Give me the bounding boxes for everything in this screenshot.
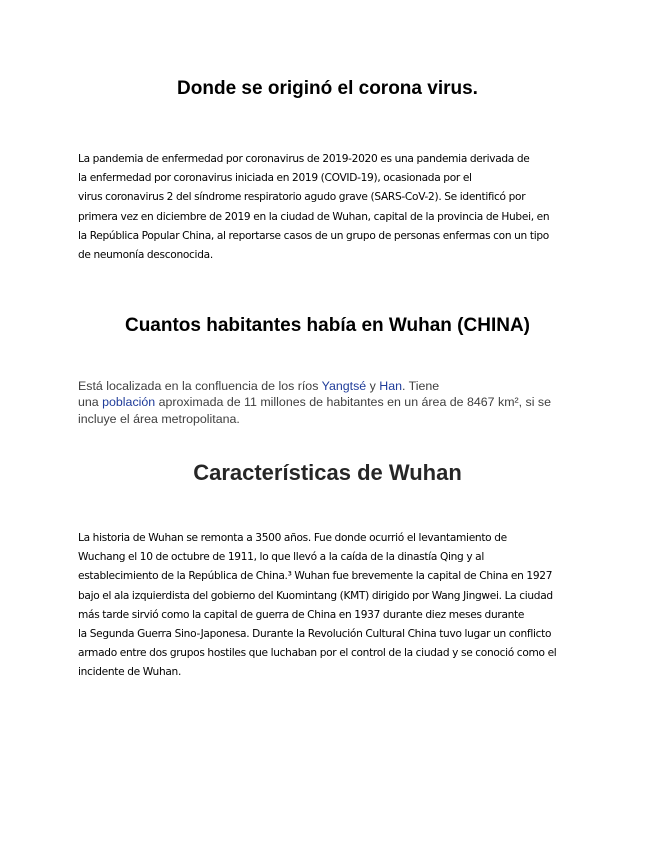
paragraph-line <box>78 378 588 394</box>
heading-population: Cuantos habitantes había en Wuhan (CHINA) <box>124 315 530 336</box>
link-yangtse[interactable]: Yangtsé <box>321 379 367 393</box>
origin-paragraph <box>78 150 584 265</box>
text-run: Está localizada en la confluencia de los ríos <box>78 379 322 393</box>
paragraph-line: virus coronavirus 2 del síndrome respiratorio agudo grave (SARS-CoV-2). Se identificó por <box>78 191 526 204</box>
paragraph-line: bajo el ala izquierdista del gobierno del Kuomintang (KMT) dirigido por Wang Jingwei. La ciudad <box>78 589 553 602</box>
features-paragraph <box>78 529 584 683</box>
paragraph-line: más tarde sirvió como la capital de guerra de China en 1937 durante diez meses durante <box>78 608 525 621</box>
population-paragraph <box>78 378 588 427</box>
paragraph-line: la enfermedad por coronavirus iniciada en 2019 (COVID-19), ocasionada por el <box>78 172 472 185</box>
paragraph-line: establecimiento de la República de China.³ Wuhan fue brevemente la capital de China en 1927 <box>78 570 553 583</box>
paragraph-line: primera vez en diciembre de 2019 en la ciudad de Wuhan, capital de la provincia de Hubei, en <box>78 210 550 223</box>
paragraph-line <box>78 394 588 410</box>
text-run: . Tiene <box>401 379 440 393</box>
paragraph-line: de neumonía desconocida. <box>78 249 213 262</box>
text-run: aproximada de 11 millones de habitantes en un área de 8467 km², si se <box>155 395 552 410</box>
paragraph-line: armado entre dos grupos hostiles que luchaban por el control de la ciudad y se conoció como el <box>78 647 557 660</box>
paragraph-line: Wuchang el 10 de octubre de 1911, lo que llevó a la caída de la dinastía Qing y al <box>78 551 485 564</box>
link-poblacion[interactable]: población <box>102 395 156 410</box>
heading-origin: Donde se originó el corona virus. <box>177 78 478 99</box>
paragraph-line: incidente de Wuhan. <box>78 666 182 679</box>
paragraph-line: La historia de Wuhan se remonta a 3500 años. Fue donde ocurrió el levantamiento de <box>78 532 507 544</box>
paragraph-line: la República Popular China, al reportarse casos de un grupo de personas enfermas con un tipo <box>78 229 549 242</box>
text-run: una <box>78 395 103 410</box>
paragraph-line: incluye el área metropolitana. <box>78 411 240 426</box>
text-run: y <box>366 379 380 393</box>
paragraph-line: La pandemia de enfermedad por coronavirus de 2019-2020 es una pandemia derivada de <box>78 153 530 165</box>
paragraph-line: la Segunda Guerra Sino-Japonesa. Durante la Revolución Cultural China tuvo lugar un conflicto <box>78 628 552 641</box>
link-han[interactable]: Han <box>379 379 402 393</box>
heading-features: Características de Wuhan <box>193 460 462 485</box>
